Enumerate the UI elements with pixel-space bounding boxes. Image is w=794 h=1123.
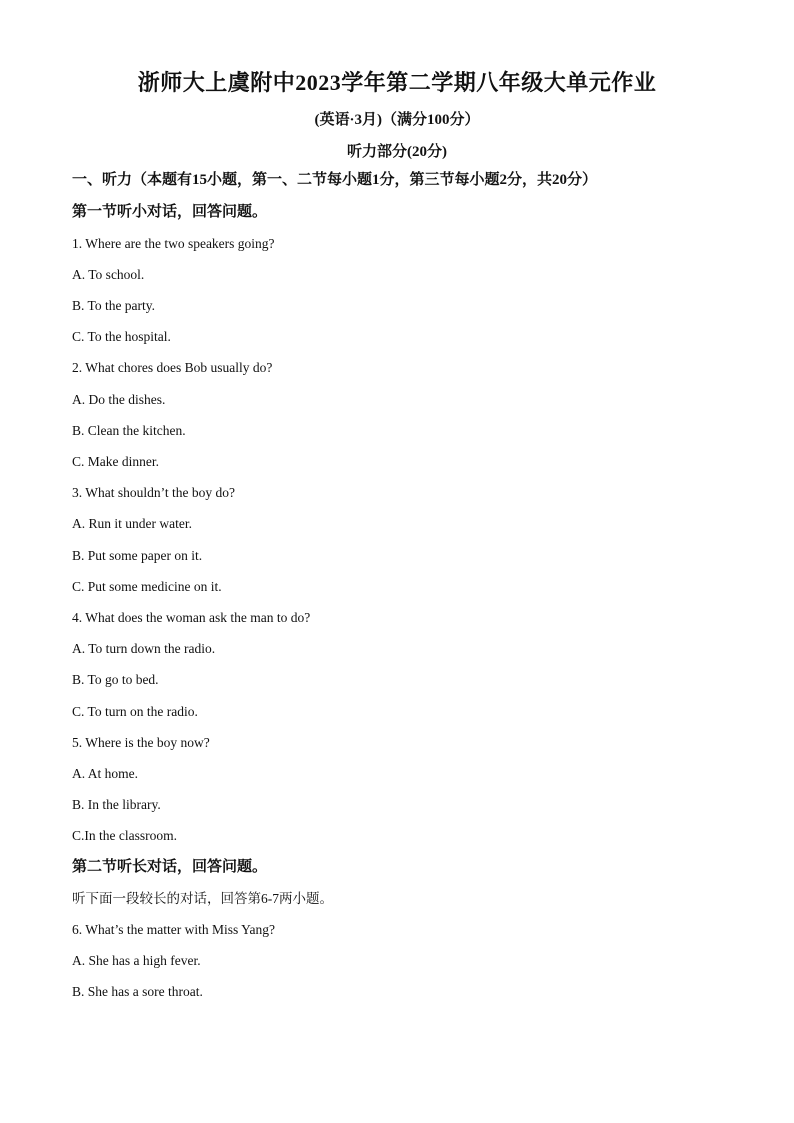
question-stem: 5. Where is the boy now? (72, 735, 210, 750)
answer-option: C. To the hospital. (72, 329, 171, 344)
part-title: 听力部分(20分) (347, 144, 447, 160)
question-stem: 2. What chores does Bob usually do? (72, 360, 273, 375)
answer-option: B. Clean the kitchen. (72, 423, 186, 438)
section-heading: 一、听力（本题有15小题，第一、二节每小题1分，第三节每小题2分，共20分） (72, 172, 598, 188)
part1-heading: 第一节听小对话，回答问题。 (72, 204, 268, 220)
question-stem: 4. What does the woman ask the man to do? (72, 610, 311, 625)
answer-option: A. To turn down the radio. (72, 641, 216, 656)
answer-option: A. At home. (72, 766, 138, 781)
answer-option: B. In the library. (72, 797, 161, 812)
question-stem: 1. Where are the two speakers going? (72, 236, 275, 251)
page-subtitle: (英语·3月)（满分100分） (314, 112, 480, 128)
part2-heading: 第二节听长对话，回答问题。 (72, 859, 268, 875)
answer-option: B. To the party. (72, 298, 156, 313)
answer-option: B. To go to bed. (72, 672, 159, 687)
question-stem: 3. What shouldn’t the boy do? (72, 485, 235, 500)
answer-option: A. Run it under water. (72, 516, 192, 531)
answer-option: B. She has a sore throat. (72, 984, 203, 999)
answer-option: B. Put some paper on it. (72, 548, 203, 563)
answer-option: A. She has a high fever. (72, 953, 201, 968)
answer-option: C.In the classroom. (72, 828, 177, 843)
part2-instruction: 听下面一段较长的对话，回答第6-7两小题。 (72, 891, 333, 906)
question-stem: 6. What’s the matter with Miss Yang? (72, 922, 275, 937)
answer-option: C. Put some medicine on it. (72, 579, 222, 594)
answer-option: C. To turn on the radio. (72, 704, 198, 719)
page-title: 浙师大上虞附中2023学年第二学期八年级大单元作业 (137, 70, 657, 95)
answer-option: C. Make dinner. (72, 454, 159, 469)
answer-option: A. To school. (72, 267, 145, 282)
answer-option: A. Do the dishes. (72, 392, 166, 407)
